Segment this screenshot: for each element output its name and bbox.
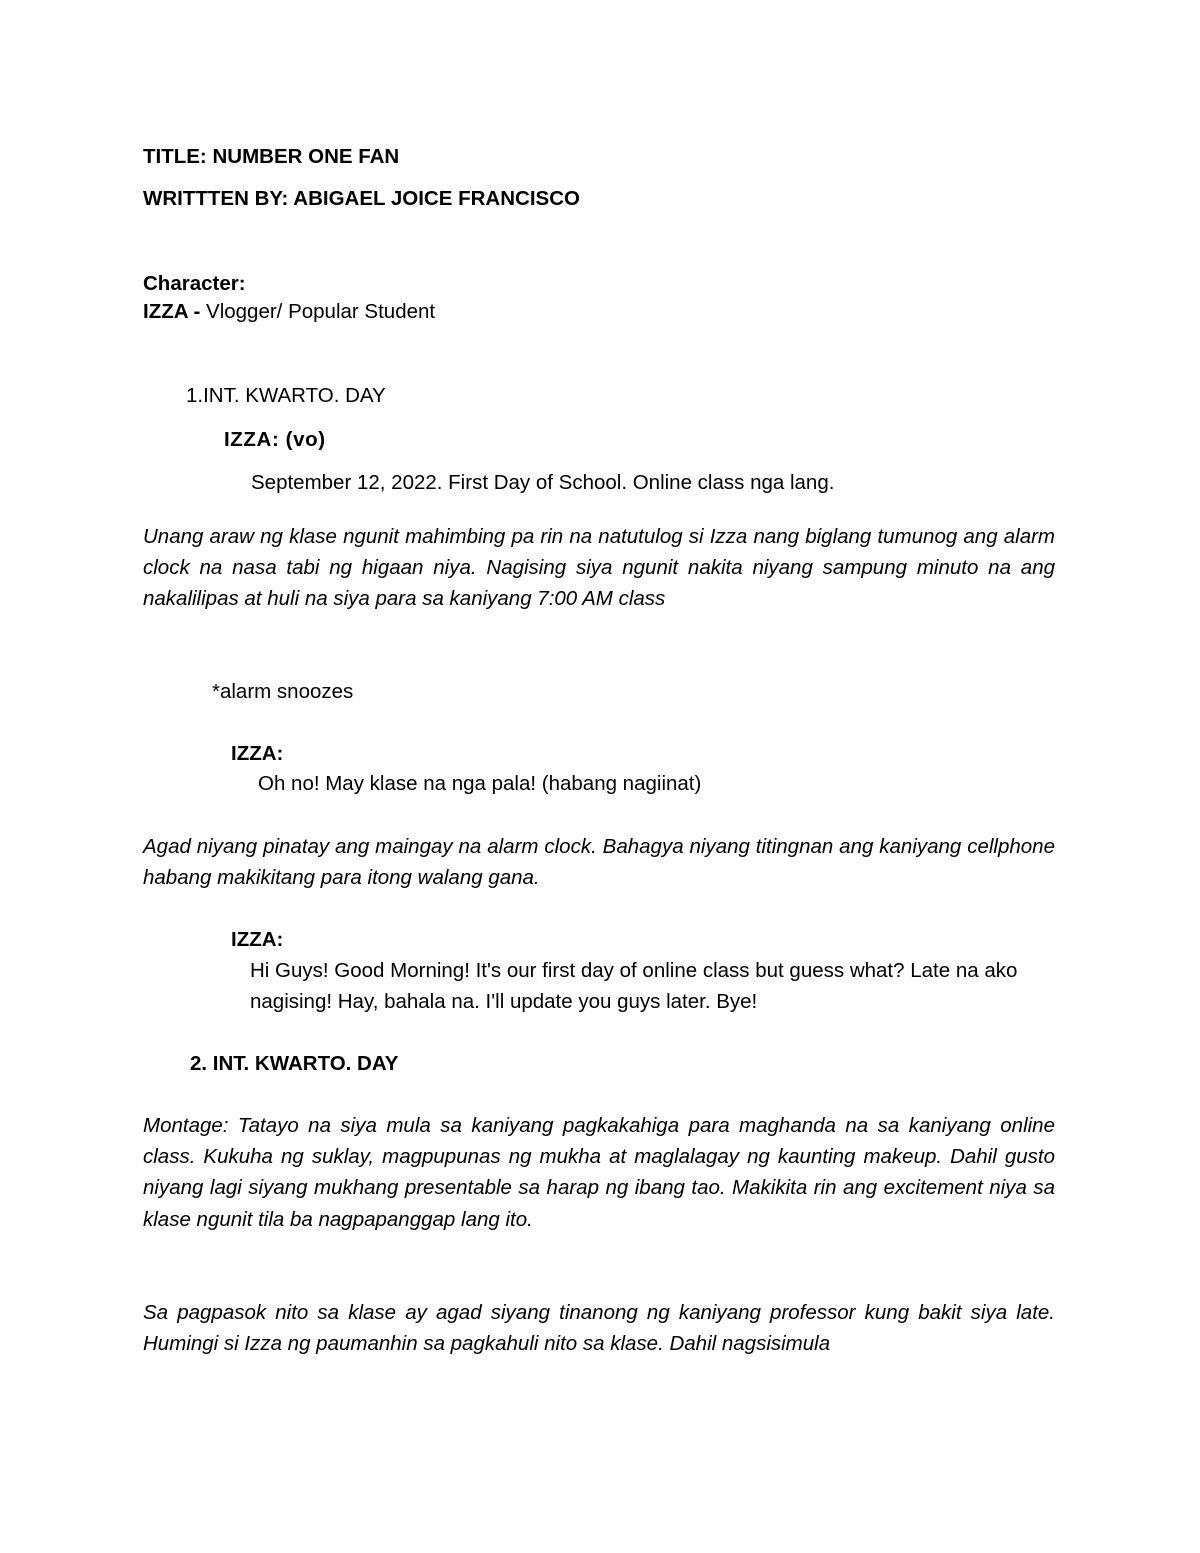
action-paragraph: Agad niyang pinatay ang maingay na alarm clock. Bahagya niyang titingnan ang kaniyang cellphone habang makikitang para itong walang gana. <box>143 835 1055 890</box>
action-paragraph: Unang araw ng klase ngunit mahimbing pa rin na natutulog si Izza nang biglang tumunog ang alarm clock na nasa tabi ng higaan niya. Nagising siya ngunit nakita niyang sampung minuto na ang nakalilipas at huli na siya para sa kaniyang 7:00 AM class <box>143 525 1055 611</box>
speaker-name: IZZA: <box>231 742 284 765</box>
character-description: Vlogger/ Popular Student <box>206 300 436 323</box>
dialogue-line: Oh no! May klase na nga pala! (habang nagiinat) <box>258 772 702 795</box>
dialogue-block: Hi Guys! Good Morning! It's our first day of online class but guess what? Late na ako nagising! Hay, bahala na. I'll update you guys later. Bye! <box>250 959 1018 1013</box>
sound-effect: *alarm snoozes <box>212 680 354 703</box>
action-paragraph: Sa pagpasok nito sa klase ay agad siyang tinanong ng kaniyang professor kung bakit siya late. Humingi si Izza ng paumanhin sa pagkahuli nito sa klase. Dahil nagsisimula <box>143 1301 1055 1356</box>
character-name: IZZA - <box>143 300 201 323</box>
scene-heading: 2. INT. KWARTO. DAY <box>190 1052 399 1075</box>
speaker-name: IZZA: (vo) <box>224 428 326 451</box>
action-paragraph: Montage: Tatayo na siya mula sa kaniyang pagkakahiga para maghanda na sa kaniyang online class. Kukuha ng suklay, magpupunas ng mukha at maglalagay ng kaunting makeup. Dahil gusto niyang lagi siyang mukhang presentable sa harap ng ibang tao. Makikita rin ang excitement niya sa klase ngunit tila ba nagpapanggap lang ito. <box>143 1114 1055 1231</box>
character-entry <box>143 302 435 323</box>
speaker-name: IZZA: <box>231 928 284 951</box>
dialogue-line: September 12, 2022. First Day of School. Online class nga lang. <box>251 471 835 494</box>
author-line: WRITTTEN BY: ABIGAEL JOICE FRANCISCO <box>143 187 580 210</box>
scene-heading: 1.INT. KWARTO. DAY <box>186 384 386 407</box>
document-title: TITLE: NUMBER ONE FAN <box>143 145 400 168</box>
character-heading: Character: <box>143 272 246 295</box>
